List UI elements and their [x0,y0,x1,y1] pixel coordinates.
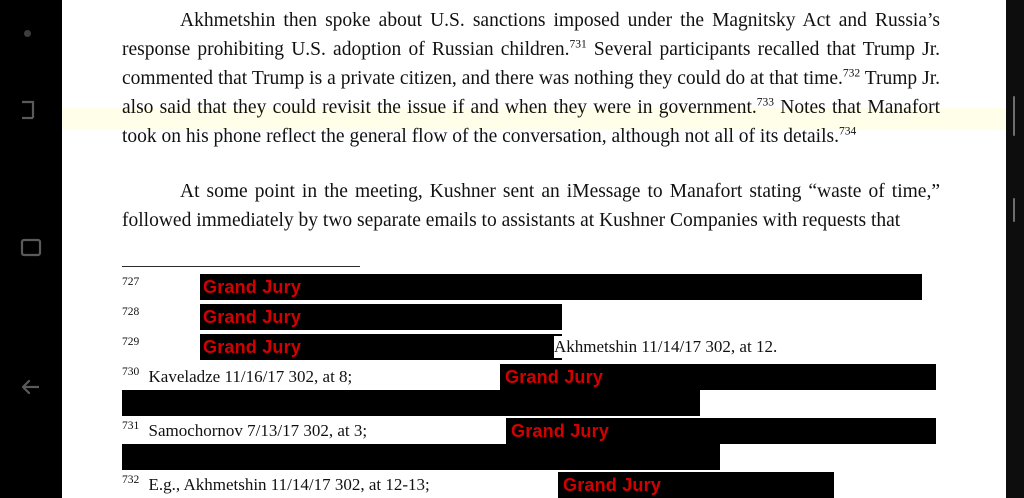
footnote-row [122,302,1006,332]
footnote-text-italic: E.g. [148,475,176,494]
footnote-ref-731[interactable]: 731 [569,38,587,51]
body-text [122,6,940,235]
grand-jury-stamp: Grand Jury [200,275,304,300]
footnote-number: 732 [122,474,140,487]
redaction-bar-continued [122,444,720,470]
p1-run-1: Akhmetshin then spoke about U.S. sanctions imposed under the Magnitsky Act and Russia’s response prohibiting U.S. adoption of Russian children. [122,10,940,60]
grand-jury-stamp: Grand Jury [200,335,304,360]
recents-icon[interactable] [16,95,46,125]
footnote-number: 729 [122,336,140,349]
footnote-ref-733[interactable]: 733 [756,96,774,109]
footnote-separator-rule [122,266,360,267]
grand-jury-stamp: Grand Jury [502,365,606,390]
redaction-bar-continued [122,390,700,416]
footnote-row [122,362,1006,392]
footnote-row [122,332,1006,362]
footnotes-list [122,272,1006,498]
scrollbar-tick[interactable] [1013,198,1015,222]
p1-run-7: Notes that Manafort took on his phone reflect the general flow of the conversation, although not all of its details. [122,97,940,147]
scrollbar-thumb[interactable] [1013,96,1015,136]
status-dot-icon [24,30,31,37]
footnote-number: 728 [122,306,140,319]
document-page[interactable] [62,0,1006,498]
redaction-bar [200,274,922,300]
grand-jury-stamp: Grand Jury [508,419,612,444]
device-nav-rail [0,0,62,498]
footnote-row [122,470,1006,498]
footnote-row [122,416,1006,446]
grand-jury-stamp: Grand Jury [560,473,664,498]
footnote-text: , Akhmetshin 11/14/17 302, at 12-13; [175,475,430,494]
p2-run-1: At some point in the meeting, Kushner sent an iMessage to Manafort stating “waste of time,” followed immediately by two separate emails to assistants at Kushner Companies with requests that [122,181,940,231]
p1-run-5: Trump Jr. also said that they could revisit the issue if and when they were in government. [122,68,941,118]
footnote-text: Akhmetshin 11/14/17 302, at 12. [554,337,778,356]
footnote-number: 730 [122,366,140,379]
footnote-number: 731 [122,420,140,433]
paragraph-2 [122,177,940,235]
home-icon[interactable] [16,232,46,262]
footnote-text: Kaveladze 11/16/17 302, at 8; [148,367,353,386]
footnote-ref-732[interactable]: 732 [842,67,861,80]
footnote-row [122,272,1006,302]
footnote-text: Samochornov 7/13/17 302, at 3; [148,421,368,440]
right-edge-strip [1006,0,1024,498]
grand-jury-stamp: Grand Jury [200,305,304,330]
footnote-ref-734[interactable]: 734 [838,125,857,138]
p1-run-3: Several participants recalled that Trump Jr. commented that Trump is a private citizen, and there was nothing they could do at that time. [122,39,940,89]
footnote-number: 727 [122,276,140,289]
paragraph-1 [122,6,940,151]
back-arrow-icon[interactable] [16,372,46,402]
